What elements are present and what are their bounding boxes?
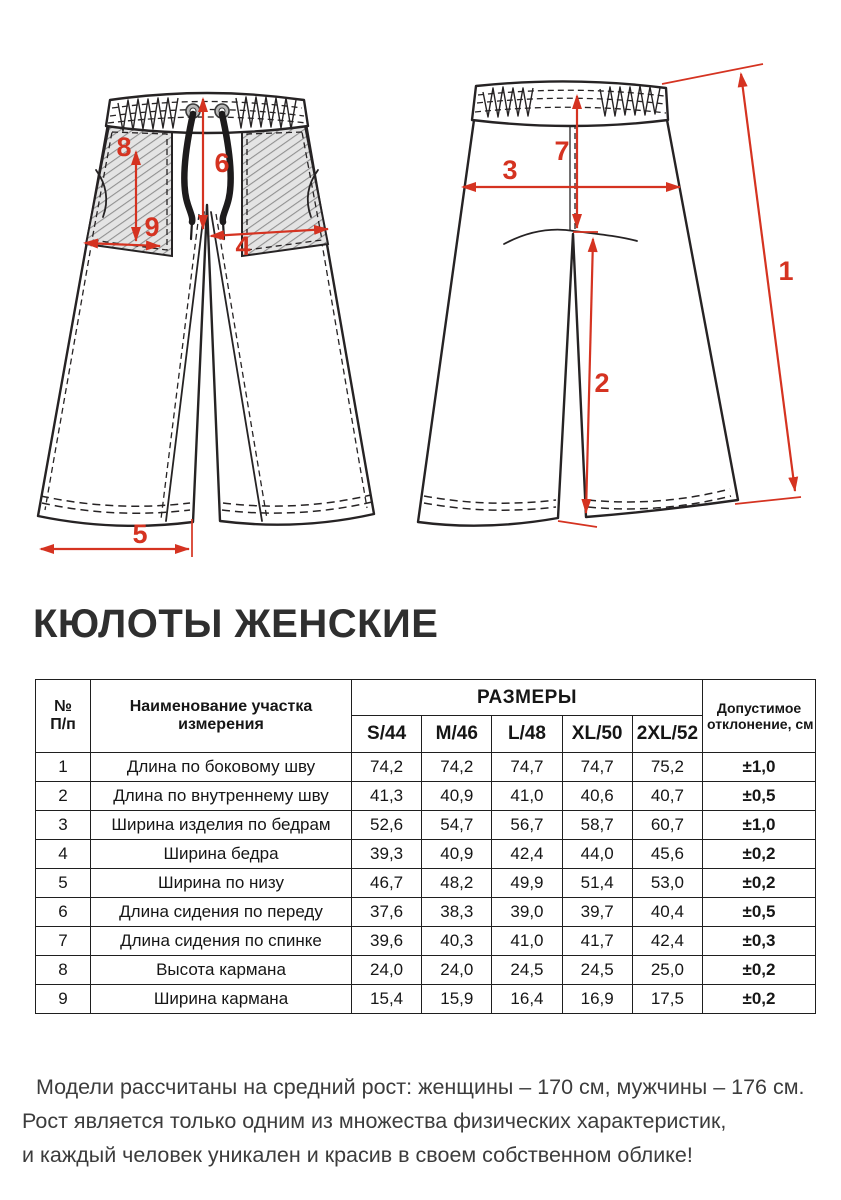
value-xl: 51,4 — [562, 869, 632, 898]
dimension-label-5: 5 — [132, 519, 148, 549]
dimension-label-9: 9 — [144, 212, 160, 242]
measure-name: Длина по боковому шву — [91, 753, 352, 782]
col-header-name-line2: измерения — [178, 716, 264, 733]
page-title: КЮЛОТЫ ЖЕНСКИЕ — [33, 602, 439, 646]
value-xl: 24,5 — [562, 956, 632, 985]
value-2xl: 17,5 — [632, 985, 702, 1014]
col-header-tolerance — [703, 680, 816, 753]
table-row — [36, 840, 816, 869]
tolerance-value: ±1,0 — [703, 811, 816, 840]
value-l: 39,0 — [492, 898, 562, 927]
measure-name: Ширина изделия по бедрам — [91, 811, 352, 840]
col-header-tolerance-line2: отклонение, см — [707, 716, 814, 732]
col-header-size-xl: XL/50 — [562, 716, 632, 753]
dimension-label-4: 4 — [235, 231, 251, 261]
table-row — [36, 927, 816, 956]
value-xl: 16,9 — [562, 985, 632, 1014]
value-2xl: 25,0 — [632, 956, 702, 985]
value-2xl: 75,2 — [632, 753, 702, 782]
table-header-row-1 — [36, 680, 816, 716]
table-row — [36, 985, 816, 1014]
col-header-name-line1: Наименование участка — [129, 698, 313, 715]
dimension-label-1: 1 — [778, 256, 794, 286]
col-header-name — [91, 680, 352, 753]
value-s: 41,3 — [352, 782, 422, 811]
col-header-size-m: M/46 — [422, 716, 492, 753]
value-m: 38,3 — [422, 898, 492, 927]
value-xl: 40,6 — [562, 782, 632, 811]
dimension-label-8: 8 — [116, 132, 132, 162]
row-number: 8 — [36, 956, 91, 985]
technical-drawing — [0, 0, 841, 578]
value-s: 52,6 — [352, 811, 422, 840]
row-number: 3 — [36, 811, 91, 840]
extension-line-2-bottom — [558, 521, 597, 527]
tolerance-value: ±0,2 — [703, 985, 816, 1014]
col-header-size-l: L/48 — [492, 716, 562, 753]
table-row — [36, 869, 816, 898]
row-number: 4 — [36, 840, 91, 869]
col-header-sizes-group: РАЗМЕРЫ — [352, 680, 703, 716]
dimension-label-3: 3 — [502, 155, 518, 185]
waistband-back — [472, 81, 668, 126]
value-m: 40,3 — [422, 927, 492, 956]
measure-name: Ширина кармана — [91, 985, 352, 1014]
value-2xl: 40,7 — [632, 782, 702, 811]
front-view — [38, 93, 374, 557]
tolerance-value: ±0,2 — [703, 840, 816, 869]
col-header-num-line1: № — [54, 698, 72, 715]
value-s: 24,0 — [352, 956, 422, 985]
footer-line-3: и каждый человек уникален и красив в своем собственном облике! — [22, 1143, 693, 1167]
col-header-size-s: S/44 — [352, 716, 422, 753]
value-2xl: 45,6 — [632, 840, 702, 869]
tolerance-value: ±0,5 — [703, 898, 816, 927]
value-m: 40,9 — [422, 840, 492, 869]
value-l: 24,5 — [492, 956, 562, 985]
col-header-size-2xl: 2XL/52 — [632, 716, 702, 753]
size-table — [35, 679, 816, 1014]
col-header-num — [36, 680, 91, 753]
table-row — [36, 811, 816, 840]
measure-name: Ширина по низу — [91, 869, 352, 898]
value-s: 37,6 — [352, 898, 422, 927]
value-xl: 39,7 — [562, 898, 632, 927]
value-xl: 44,0 — [562, 840, 632, 869]
value-2xl: 40,4 — [632, 898, 702, 927]
value-l: 41,0 — [492, 927, 562, 956]
value-m: 74,2 — [422, 753, 492, 782]
value-l: 74,7 — [492, 753, 562, 782]
table-row — [36, 782, 816, 811]
back-view — [418, 64, 801, 527]
value-l: 41,0 — [492, 782, 562, 811]
dimension-label-7: 7 — [554, 136, 570, 166]
tolerance-value: ±0,2 — [703, 956, 816, 985]
value-2xl: 60,7 — [632, 811, 702, 840]
row-number: 6 — [36, 898, 91, 927]
value-l: 49,9 — [492, 869, 562, 898]
col-header-num-line2: П/п — [50, 716, 76, 733]
value-2xl: 53,0 — [632, 869, 702, 898]
tolerance-value: ±0,3 — [703, 927, 816, 956]
value-2xl: 42,4 — [632, 927, 702, 956]
value-l: 42,4 — [492, 840, 562, 869]
value-m: 40,9 — [422, 782, 492, 811]
table-row — [36, 956, 816, 985]
drawstring-right-tip — [223, 222, 224, 239]
value-l: 56,7 — [492, 811, 562, 840]
value-s: 39,6 — [352, 927, 422, 956]
table-row — [36, 898, 816, 927]
value-l: 16,4 — [492, 985, 562, 1014]
drawstring-left-tip — [191, 222, 192, 239]
row-number: 2 — [36, 782, 91, 811]
measure-name: Длина по внутреннему шву — [91, 782, 352, 811]
row-number: 9 — [36, 985, 91, 1014]
value-xl: 58,7 — [562, 811, 632, 840]
value-m: 48,2 — [422, 869, 492, 898]
pocket-right — [242, 126, 328, 256]
row-number: 7 — [36, 927, 91, 956]
value-m: 54,7 — [422, 811, 492, 840]
extension-line-1-top — [662, 64, 763, 84]
value-s: 15,4 — [352, 985, 422, 1014]
tolerance-value: ±0,2 — [703, 869, 816, 898]
dimension-label-2: 2 — [594, 368, 610, 398]
front-body — [38, 124, 374, 526]
tolerance-value: ±0,5 — [703, 782, 816, 811]
extension-line-1-bottom — [735, 497, 801, 504]
footer-line-1: Модели рассчитаны на средний рост: женщины – 170 см, мужчины – 176 см. — [36, 1075, 805, 1099]
footer-note — [22, 1070, 841, 1172]
tolerance-value: ±1,0 — [703, 753, 816, 782]
value-xl: 41,7 — [562, 927, 632, 956]
col-header-tolerance-line1: Допустимое — [716, 700, 802, 716]
footer-line-2: Рост является только одним из множества физических характеристик, — [22, 1109, 727, 1133]
dimension-label-6: 6 — [214, 148, 230, 178]
value-s: 39,3 — [352, 840, 422, 869]
measure-name: Ширина бедра — [91, 840, 352, 869]
value-s: 74,2 — [352, 753, 422, 782]
table-row — [36, 753, 816, 782]
row-number: 1 — [36, 753, 91, 782]
value-m: 15,9 — [422, 985, 492, 1014]
measure-name: Длина сидения по спинке — [91, 927, 352, 956]
row-number: 5 — [36, 869, 91, 898]
value-m: 24,0 — [422, 956, 492, 985]
value-xl: 74,7 — [562, 753, 632, 782]
measure-name: Высота кармана — [91, 956, 352, 985]
measure-name: Длина сидения по переду — [91, 898, 352, 927]
value-s: 46,7 — [352, 869, 422, 898]
